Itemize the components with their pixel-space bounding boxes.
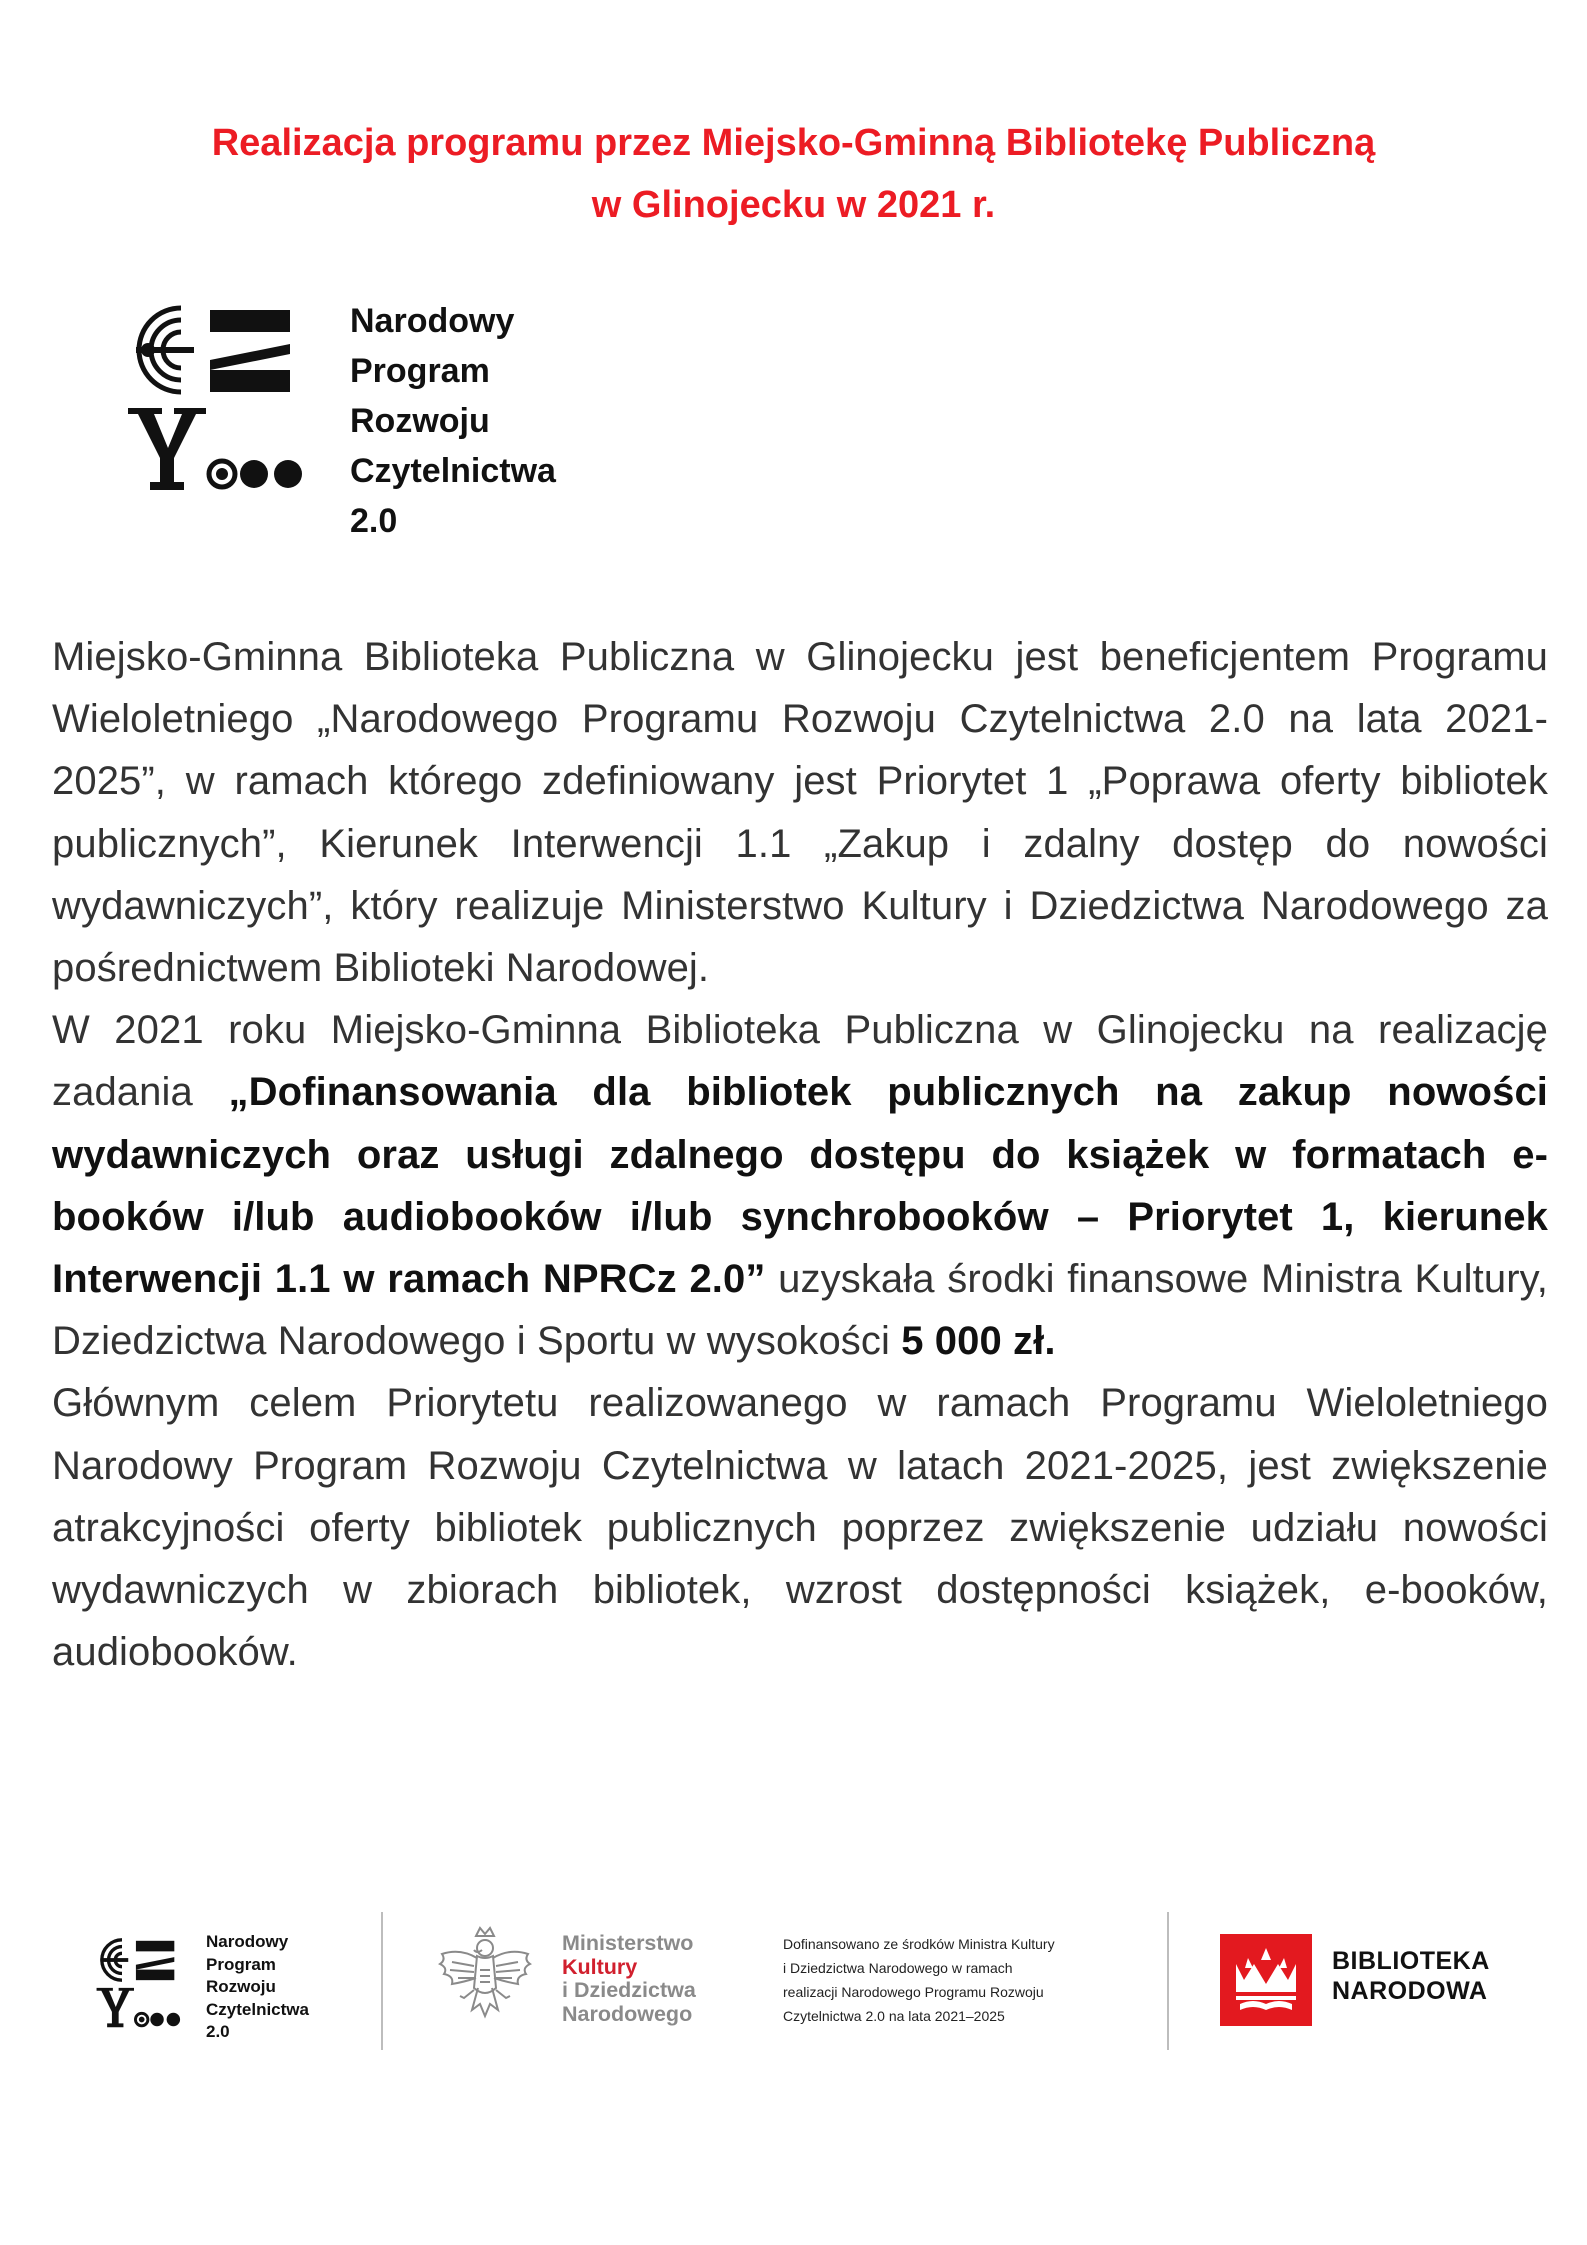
nprcz-logo-line: Czytelnictwa <box>350 452 556 490</box>
paragraph-2-middle: uzyskała środki finansowe Ministra Kultury, Dziedzictwa Narodowego i Sportu w wysokości <box>52 1257 1548 1364</box>
cofunding-line: i Dziedzictwa Narodowego w ramach <box>783 1960 1013 1976</box>
footer-nprcz-line: 2.0 <box>206 2022 230 2041</box>
footer-divider <box>381 1912 383 2050</box>
cofunding-line: realizacji Narodowego Programu Rozwoju <box>783 1984 1044 2000</box>
bn-line-1: BIBLIOTEKA <box>1332 1947 1490 1975</box>
nprcz-logo-line: Program <box>350 352 490 390</box>
cofunding-line: Czytelnictwa 2.0 na lata 2021–2025 <box>783 2008 1005 2024</box>
cofunding-line: Dofinansowano ze środków Ministra Kultury <box>783 1936 1055 1952</box>
body-text <box>52 626 1548 1683</box>
biblioteka-narodowa-crown-icon <box>1220 1934 1312 2026</box>
funding-amount: 5 000 zł. <box>901 1319 1056 1364</box>
nprcz-logo-icon <box>106 300 306 500</box>
page-title-line-1: Realizacja programu przez Miejsko-Gminną Bibliotekę Publiczną <box>211 122 1376 164</box>
ministry-line-1: Ministerstwo <box>562 1931 694 1955</box>
footer-nprcz-line: Program <box>206 1954 276 1974</box>
bn-line-2: NARODOWA <box>1332 1977 1488 2005</box>
page-title-line-2: w Glinojecku w 2021 r. <box>591 184 996 226</box>
paragraph-1: Miejsko-Gminna Biblioteka Publiczna w Glinojecku jest beneficjentem Programu Wieloletniego „Narodowego Programu Rozwoju Czytelnictwa 2.0 na lata 2021-2025”, w ramach którego zdefiniowany jest Priorytet 1 „Poprawa oferty bibliotek publicznych”, Kierunek Interwencji 1.1 „Zakup i zdalny dostęp do nowości wydawniczych”, który realizuje Ministerstwo Kultury i Dziedzictwa Narodowego za pośrednictwem Biblioteki Narodowej. <box>52 635 1548 991</box>
paragraph-2-intro: W 2021 roku Miejsko-Gminna Biblioteka Publiczna w Glinojecku na realizację zadania <box>52 1008 1548 1115</box>
ministry-line-3: i Dziedzictwa <box>562 1978 696 2002</box>
footer-nprcz-line: Rozwoju <box>206 1977 276 1996</box>
nprcz-logo-line: Narodowy <box>350 302 515 340</box>
ministry-logo-text <box>562 1932 696 2026</box>
footer-logos <box>0 1900 1587 2050</box>
task-name: „Dofinansowania dla bibliotek publicznych na zakup nowości wydawniczych oraz usługi zdalnego dostępu do książek w formatach e-booków i/lub audiobooków i/lub synchrobooków – Priorytet 1, kierunek Interwencji 1.1 w ramach NPRCz 2.0” <box>52 1070 1548 1302</box>
polish-eagle-icon <box>430 1924 540 2034</box>
footer-nprcz-text <box>206 1931 309 2044</box>
paragraph-3: Głównym celem Priorytetu realizowanego w ramach Programu Wieloletniego Narodowy Program Rozwoju Czytelnictwa w latach 2021-2025, jest zwiększenie atrakcyjności oferty bibliotek publicznych poprzez zwiększenie udziału nowości wydawniczych w zbiorach bibliotek, wzrost dostępności książek, e-booków, audiobooków. <box>52 1381 1548 1675</box>
footer-nprcz-line: Czytelnictwa <box>206 1999 309 2019</box>
footer-nprcz-line: Narodowy <box>206 1932 289 1951</box>
cofunding-note <box>783 1932 1055 2028</box>
page-title <box>0 112 1587 236</box>
nprcz-logo-line: 2.0 <box>350 502 398 540</box>
nprcz-logo-line: Rozwoju <box>350 402 490 440</box>
paragraph-2 <box>52 999 1548 1372</box>
footer-divider <box>1167 1912 1169 2050</box>
ministry-line-2: Kultury <box>562 1954 638 1979</box>
biblioteka-narodowa-text <box>1332 1946 1490 2006</box>
nprcz-logo-text <box>350 296 556 546</box>
nprcz-logo-small-icon <box>86 1936 182 2032</box>
ministry-line-4: Narodowego <box>562 2001 693 2026</box>
